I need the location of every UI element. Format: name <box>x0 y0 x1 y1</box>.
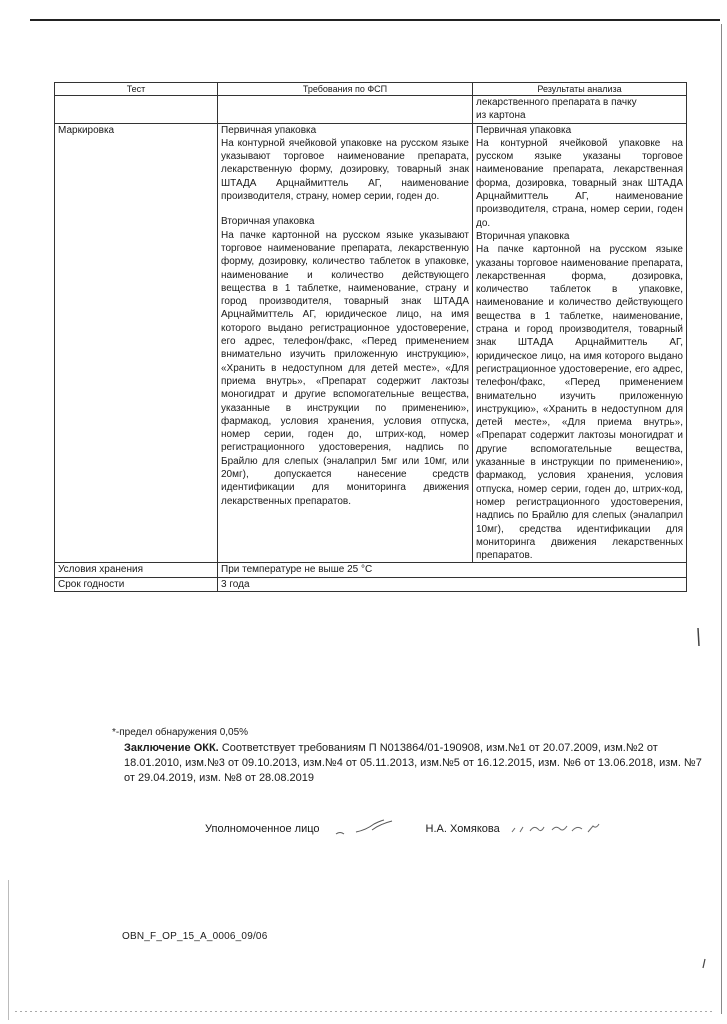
res-primary-title: Первичная упаковка <box>476 124 572 136</box>
table-row-storage <box>55 563 687 577</box>
qc-conclusion <box>124 741 704 786</box>
page-edge-line <box>721 24 722 1014</box>
cell-storage-test: Условия хранения <box>55 563 218 577</box>
analysis-table <box>54 82 687 592</box>
header-results: Результаты анализа <box>473 83 687 96</box>
conclusion-text: Соответствует требованиям П N013864/01-190908, изм.№1 от 20.07.2009, изм.№2 от 18.01.2010, изм.№3 от 09.10.2013, изм.№4 от 05.11.2013, изм.№5 от 16.12.2015, изм. №6 от 13.06.2018, изм. №7 от 29.04.2019, изм. №8 от 28.08.2019 <box>124 742 702 784</box>
signature-row <box>205 818 613 840</box>
scan-noise-line <box>15 1010 715 1013</box>
res-primary-text: На контурной ячейковой упаковке на русском языке указаны торговое наименование препарата, лекарственная форма, дозировка, товарный знак ШТАДА Арцнаймиттель АГ, наименование производителя, страна, номер серии, годен до. <box>476 137 683 229</box>
req-primary-text: На контурной ячейковой упаковке на русском языке указывают торговое наименование препарата, лекарственную форму, дозировку, товарный знак ШТАДА Арцнаймиттель АГ, наименование производителя, страну, номер серии, годен до. <box>221 137 469 203</box>
conclusion-label: Заключение ОКК. <box>124 742 219 754</box>
res-secondary-title: Вторичная упаковка <box>476 230 570 242</box>
req-primary-title: Первичная упаковка <box>221 124 317 136</box>
margin-tick-icon <box>700 958 708 970</box>
continuation-line: из картона <box>476 110 526 122</box>
cell-storage-value: При температуре не выше 25 °С <box>218 563 687 577</box>
header-test: Тест <box>55 83 218 96</box>
scan-edge-mark <box>8 880 9 1020</box>
handwritten-date-icon <box>508 818 613 840</box>
table-row-shelf-life <box>55 577 687 591</box>
cell-marking-requirements <box>218 123 473 563</box>
res-secondary-text: На пачке картонной на русском языке указаны торговое наименование препарата, лекарственная форма, дозировка, количество таблеток в упаковке, наименование и количество действующего вещества в 1 таблетке, наименование, страна и город производителя, товарный знак ШТАДА Арцнаймиттель АГ, юридическое лицо, на имя которого выдано регистрационное удостоверение, его адрес, телефон/факс, «Перед применением внимательно изучить приложенную инструкцию», «Хранить в недоступном для детей месте», «Для приема внутрь», «Препарат содержит лактозы моногидрат и другие вспомогательные вещества, указанные в инструкции по применению», фармакод, условия хранения, условия отпуска, номер серии, годен до, штрих-код, номер регистрационного удостоверения, надпись по Брайлю для слепых (эналаприл 10мг), средства идентификации для мониторинга движения лекарственных препаратов. <box>476 244 683 562</box>
document-id: OBN_F_OP_15_A_0006_09/06 <box>122 931 268 942</box>
cell-continuation-req <box>218 96 473 124</box>
cell-continuation-test <box>55 96 218 124</box>
req-secondary-text: На пачке картонной на русском языке указывают торговое наименование препарата, лекарственную форму, дозировку, количество таблеток в упаковке, наименование и количество действующего вещества в 1 таблетке, наименование, страну и город производителя, товарный знак ШТАДА Арцнаймиттель АГ, юридическое лицо, на имя которого выдано регистрационное удостоверение, его адрес, телефон/факс, «Перед применением внимательно изучить приложенную инструкцию», «Хранить в недоступном для детей месте», «Для приема внутрь», «Препарат содержит лактозы моногидрат и другие вспомогательные вещества, указанные в инструкции по применению», фармакод, условия хранения, условия отпуска, номер серии, годен до, штрих-код, номер регистрационного удостоверения, надпись по Брайлю для слепых (эналаприл 5мг или 10мг, или 20мг), допускается нанесение средств идентификации для мониторинга движения лекарственных препаратов. <box>221 229 469 507</box>
signatory-role: Уполномоченное лицо <box>205 823 320 835</box>
cell-shelf-value: 3 года <box>218 577 687 591</box>
cell-shelf-test: Срок годности <box>55 577 218 591</box>
detection-limit-footnote: *-предел обнаружения 0,05% <box>112 727 249 738</box>
cell-marking-test: Маркировка <box>55 123 218 563</box>
req-secondary-title: Вторичная упаковка <box>221 216 315 228</box>
signature-scribble-icon <box>328 818 418 840</box>
cell-marking-results <box>473 123 687 563</box>
cell-continuation-result <box>473 96 687 124</box>
margin-tick-icon <box>693 626 703 650</box>
header-requirements: Требования по ФСП <box>218 83 473 96</box>
signatory-name: Н.А. Хомякова <box>425 823 500 835</box>
table-header-row <box>55 83 687 96</box>
top-rule <box>30 19 720 21</box>
table-row-continuation <box>55 96 687 124</box>
table-row-marking <box>55 123 687 563</box>
continuation-line: лекарственного препарата в пачку <box>476 97 637 108</box>
